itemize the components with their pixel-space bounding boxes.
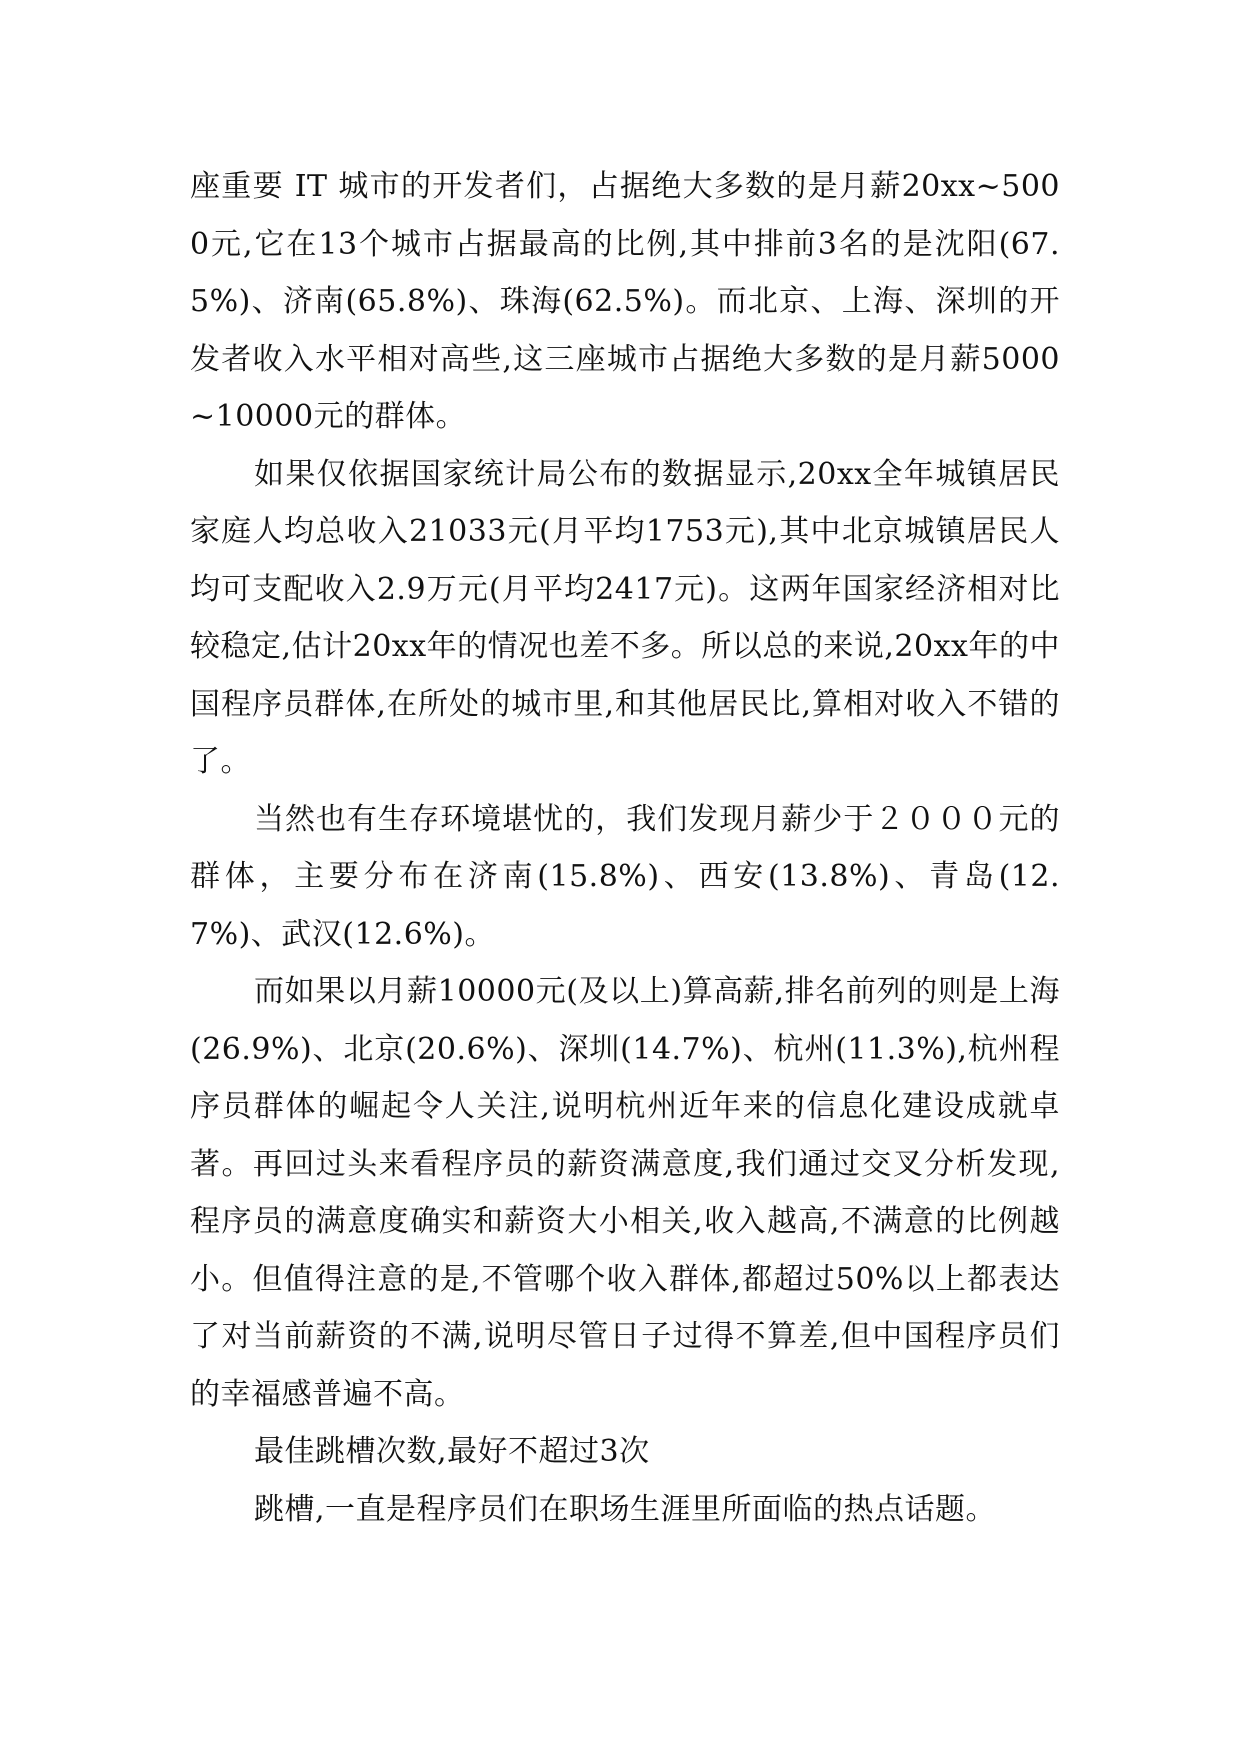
paragraph-job-hopping-heading: 最佳跳槽次数,最好不超过3次 xyxy=(254,1434,650,1469)
paragraph-national-income-stats: 如果仅依据国家统计局公布的数据显示,20xx全年城镇居民家庭人均总收入21033元(月平均1753元),其中北京城镇居民人均可支配收入2.9万元(月平均2417元)。这两年国家经济相对比较稳定,估计20xx年的情况也差不多。所以总的来说,20xx年的中国程序员群体,在所处的城市里,和其他居民比,算相对收入不错的了。 xyxy=(190,456,1060,779)
document-body xyxy=(190,158,1060,1538)
paragraph-job-hopping-intro: 跳槽,一直是程序员们在职场生涯里所面临的热点话题。 xyxy=(254,1491,997,1527)
paragraph-high-salary-cities: 而如果以月薪10000元(及以上)算高薪,排名前列的则是上海(26.9%)、北京(20.6%)、深圳(14.7%)、杭州(11.3%),杭州程序员群体的崛起令人关注,说明杭州近年来的信息化建设成就卓著。再回过头来看程序员的薪资满意度,我们通过交叉分析发现,程序员的满意度确实和薪资大小相关,收入越高,不满意的比例越小。但值得注意的是,不管哪个收入群体,都超过50%以上都表达了对当前薪资的不满,说明尽管日子过得不算差,但中国程序员们的幸福感普遍不高。 xyxy=(190,974,1060,1412)
paragraph-it-cities-salary: 座重要 IT 城市的开发者们，占据绝大多数的是月薪20xx~5000元,它在13个城市占据最高的比例,其中排前3名的是沈阳(67.5%)、济南(65.8%)、珠海(62.5%)。而北京、上海、深圳的开发者收入水平相对高些,这三座城市占据绝大多数的是月薪5000~10000元的群体。 xyxy=(190,169,1060,434)
paragraph-low-salary-cities: 当然也有生存环境堪忧的，我们发现月薪少于２０００元的群体，主要分布在济南(15.8%)、西安(13.8%)、青岛(12.7%)、武汉(12.6%)。 xyxy=(190,801,1060,952)
